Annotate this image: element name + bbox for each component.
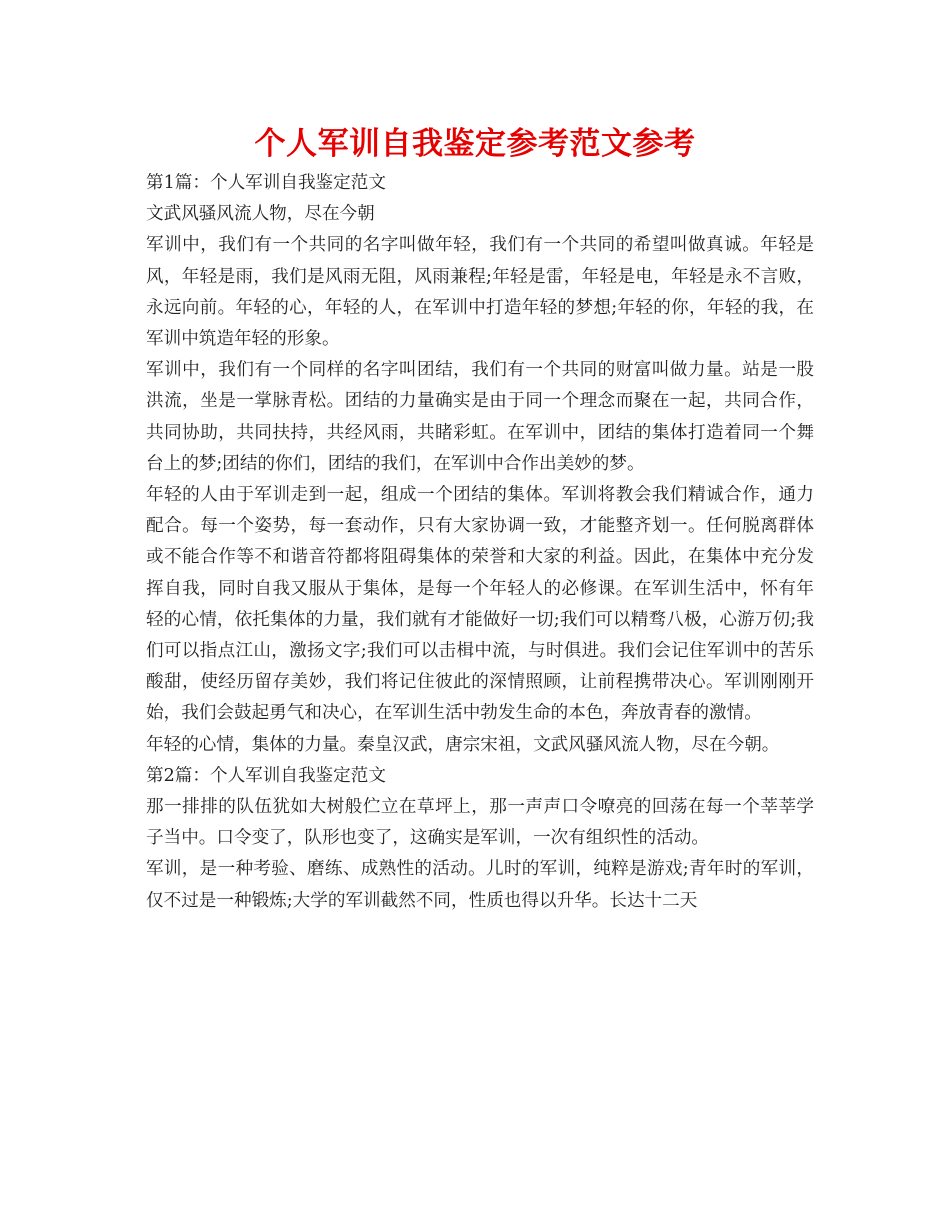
section-heading-2: 第2篇：个人军训自我鉴定范文 xyxy=(146,765,386,786)
document-title: 个人军训自我鉴定参考范文参考 xyxy=(254,126,696,162)
paragraph: 军训，是一种考验、磨练、成熟性的活动。儿时的军训，纯粹是游戏;青年时的军训，仅不过是一种锻炼;大学的军训截然不同，性质也得以升华。长达十二天 xyxy=(146,859,814,911)
paragraph-subtitle: 文武风骚风流人物，尽在今朝 xyxy=(146,204,375,225)
paragraph: 军训中，我们有一个共同的名字叫做年轻，我们有一个共同的希望叫做真诚。年轻是风，年轻是雨，我们是风雨无阻，风雨兼程;年轻是雷，年轻是电，年轻是永不言败，永远向前。年轻的心，年轻的人，在军训中打造年轻的梦想;年轻的你，年轻的我，在军训中筑造年轻的形象。 xyxy=(146,235,814,350)
paragraph: 年轻的心情，集体的力量。秦皇汉武，唐宗宋祖，文武风骚风流人物，尽在今朝。 xyxy=(146,734,780,755)
section-heading-1: 第1篇：个人军训自我鉴定范文 xyxy=(146,173,386,193)
paragraph: 那一排排的队伍犹如大树般伫立在草坪上，那一声声口令嘹亮的回荡在每一个莘莘学子当中。口令变了，队形也变了，这确实是军训，一次有组织性的活动。 xyxy=(146,797,814,849)
document-body xyxy=(146,168,814,917)
paragraph: 军训中，我们有一个同样的名字叫团结，我们有一个共同的财富叫做力量。站是一股洪流，坐是一掌脉青松。团结的力量确实是由于同一个理念而聚在一起，共同合作，共同协助，共同扶持，共经风雨，共睹彩虹。在军训中，团结的集体打造着同一个舞台上的梦;团结的你们，团结的我们，在军训中合作出美妙的梦。 xyxy=(146,360,814,474)
paragraph: 年轻的人由于军训走到一起，组成一个团结的集体。军训将教会我们精诚合作，通力配合。每一个姿势，每一套动作，只有大家协调一致，才能整齐划一。任何脱离群体或不能合作等不和谐音符都将阻碍集体的荣誉和大家的利益。因此，在集体中充分发挥自我，同时自我又服从于集体，是每一个年轻人的必修课。在军训生活中，怀有年轻的心情，依托集体的力量，我们就有才能做好一切;我们可以精骛八极，心游万仞;我们可以指点江山，激扬文字;我们可以击楫中流，与时俱进。我们会记住军训中的苦乐酸甜，使经历留存美妙，我们将记住彼此的深情照顾，让前程携带决心。军训刚刚开始，我们会鼓起勇气和决心，在军训生活中勃发生命的本色，奔放青春的激情。 xyxy=(146,485,814,724)
